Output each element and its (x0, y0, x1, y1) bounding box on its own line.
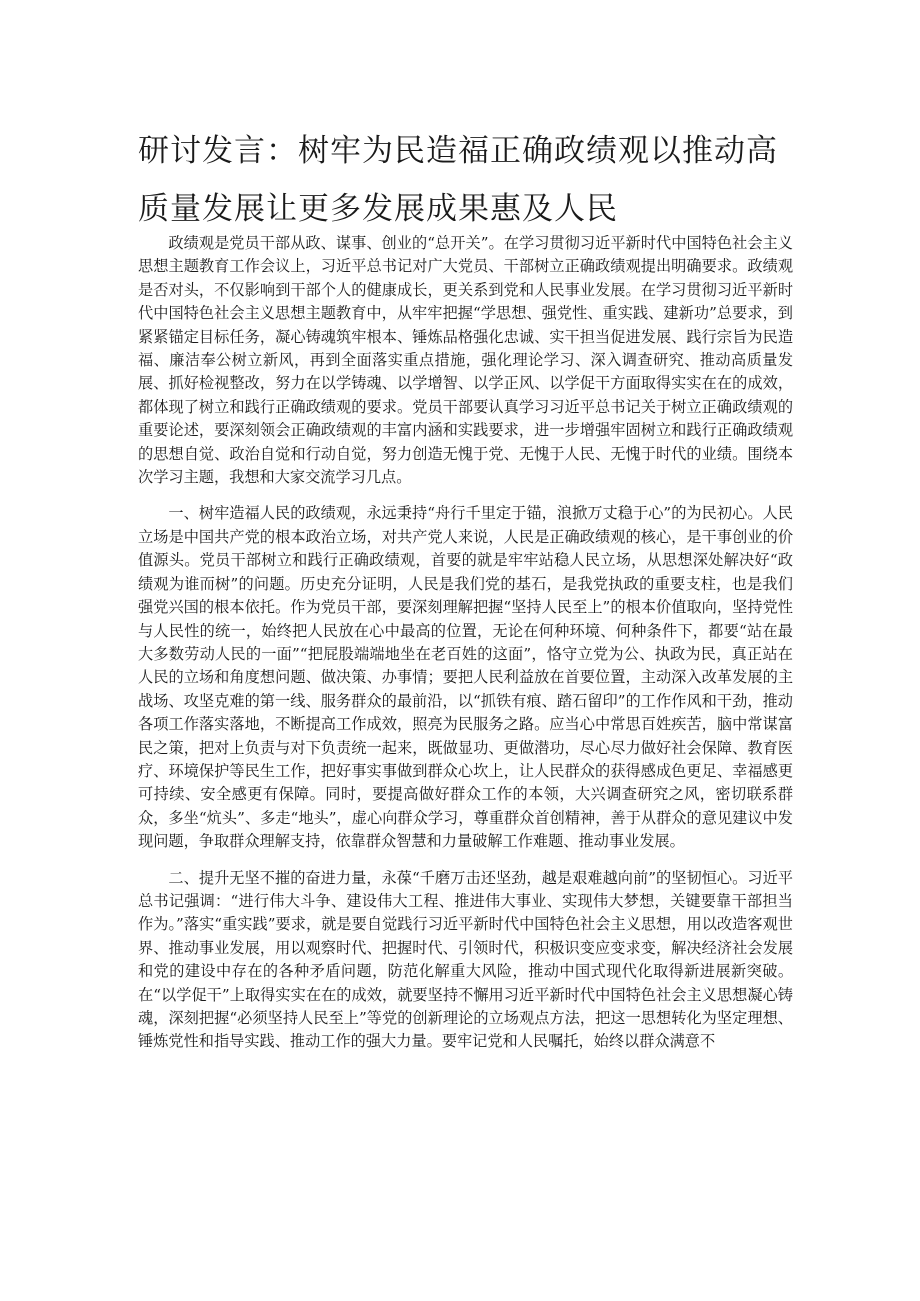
section-two-paragraph: 二、提升无坚不摧的奋进力量，永葆“千磨万击还坚劲，越是艰难越向前”的坚韧恒心。习近平总书记强调：“进行伟大斗争、建设伟大工程、推进伟大事业、实现伟大梦想，关键要靠干部担当作为。”落实“重实践”要求，就是要自觉践行习近平新时代中国特色社会主义思想，用以改造客观世界、推动事业发展，用以观察时代、把握时代、引领时代，积极识变应变求变，解决经济社会发展和党的建设中存在的各种矛盾问题，防范化解重大风险，推动中国式现代化取得新进展新突破。在“以学促干”上取得实实在在的成效，就要坚持不懈用习近平新时代中国特色社会主义思想凝心铸魂，深刻把握“必须坚持人民至上”等党的创新理论的立场观点方法，把这一思想转化为坚定理想、锤炼党性和指导实践、推动工作的强大力量。要牢记党和人民嘱托，始终以群众满意不 (138, 868, 793, 1051)
document-title: 研讨发言：树牢为民造福正确政绩观以推动高质量发展让更多发展成果惠及人民 (138, 133, 778, 227)
document-body (138, 232, 793, 1067)
intro-paragraph: 政绩观是党员干部从政、谋事、创业的“总开关”。在学习贯彻习近平新时代中国特色社会主义思想主题教育工作会议上，习近平总书记对广大党员、干部树立正确政绩观提出明确要求。政绩观是否对头，不仅影响到干部个人的健康成长，更关系到党和人民事业发展。在学习贯彻习近平新时代中国特色社会主义思想主题教育中，从牢牢把握“学思想、强党性、重实践、建新功”总要求，到紧紧锚定目标任务，凝心铸魂筑牢根本、锤炼品格强化忠诚、实干担当促进发展、践行宗旨为民造福、廉洁奉公树立新风，再到全面落实重点措施，强化理论学习、深入调查研究、推动高质量发展、抓好检视整改，努力在以学铸魂、以学增智、以学正风、以学促干方面取得实实在在的成效，都体现了树立和践行正确政绩观的要求。党员干部要认真学习习近平总书记关于树立正确政绩观的重要论述，要深刻领会正确政绩观的丰富内涵和实践要求，进一步增强牢固树立和践行正确政绩观的思想自觉、政治自觉和行动自觉，努力创造无愧于党、无愧于人民、无愧于时代的业绩。围绕本次学习主题，我想和大家交流学习几点。 (138, 234, 793, 487)
section-one-paragraph: 一、树牢造福人民的政绩观，永远秉持“舟行千里定于锚，浪掀万丈稳于心”的为民初心。人民立场是中国共产党的根本政治立场，对共产党人来说，人民是正确政绩观的核心，是干事创业的价值源头。党员干部树立和践行正确政绩观，首要的就是牢牢站稳人民立场，从思想深处解决好“政绩观为谁而树”的问题。历史充分证明，人民是我们党的基石，是我党执政的重要支柱，也是我们强党兴国的根本依托。作为党员干部，要深刻理解把握“坚持人民至上”的根本价值取向，坚持党性与人民性的统一，始终把人民放在心中最高的位置，无论在何种环境、何种条件下，都要“站在最大多数劳动人民的一面”“把屁股端端地坐在老百姓的这面”，恪守立党为公、执政为民，真正站在人民的立场和角度想问题、做决策、办事情；要把人民利益放在首要位置，主动深入改革发展的主战场、攻坚克难的第一线、服务群众的最前沿，以“抓铁有痕、踏石留印”的工作作风和干劲，推动各项工作落实落地，不断提高工作成效，照亮为民服务之路。应当心中常思百姓疾苦，脑中常谋富民之策，把对上负责与对下负责统一起来，既做显功、更做潜功，尽心尽力做好社会保障、教育医疗、环境保护等民生工作，把好事实事做到群众心坎上，让人民群众的获得感成色更足、幸福感更可持续、安全感更有保障。同时，要提高做好群众工作的本领，大兴调查研究之风，密切联系群众，多坐“炕头”、多走“地头”，虚心向群众学习，尊重群众首创精神，善于从群众的意见建议中发现问题，争取群众理解支持，依靠群众智慧和力量破解工作难题、推动事业发展。 (138, 504, 793, 851)
